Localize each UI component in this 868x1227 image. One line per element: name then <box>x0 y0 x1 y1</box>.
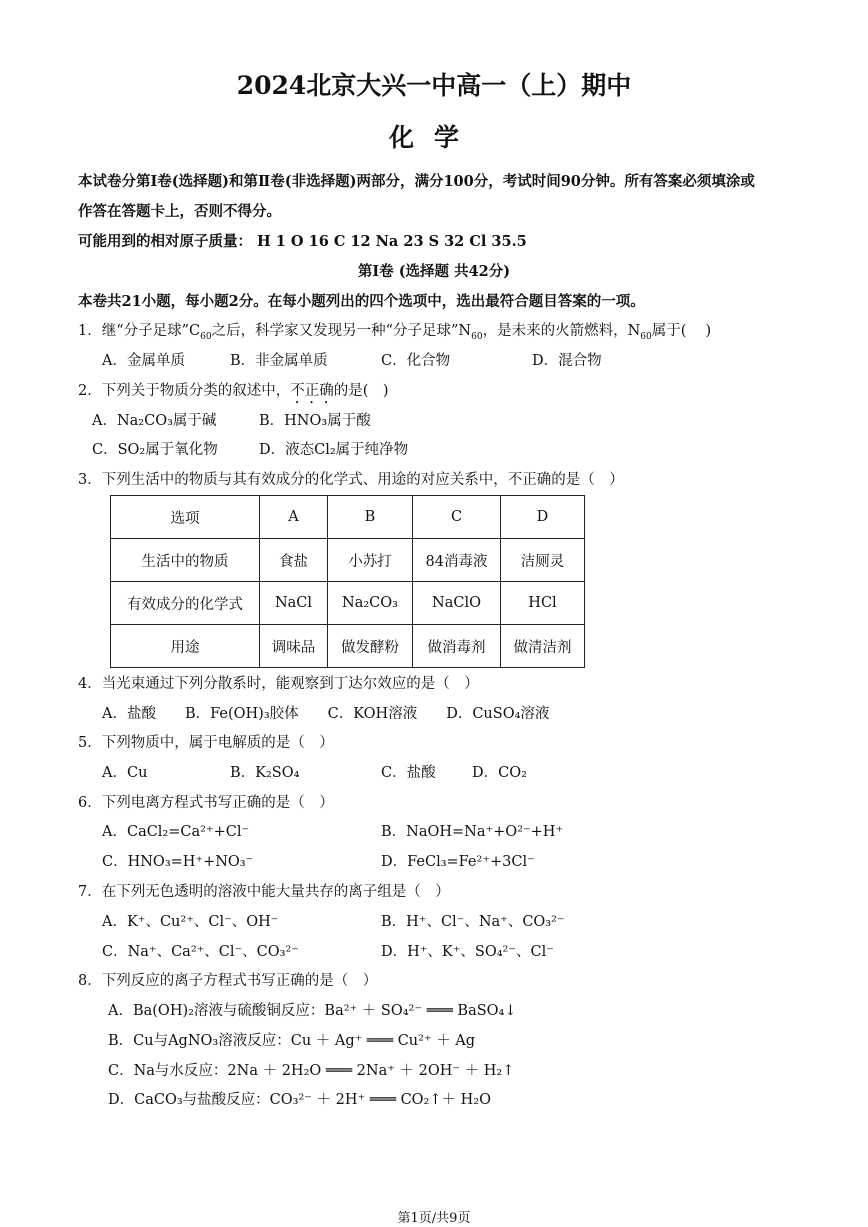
table-row <box>111 625 585 668</box>
q2-stem-part: 2．下列关于物质分类的叙述中， <box>78 383 291 399</box>
q8-stem: 8．下列反应的离子方程式书写正确的是（ ） <box>78 973 378 989</box>
table-cell: C <box>413 496 501 539</box>
table-cell: 有效成分的化学式 <box>111 582 260 625</box>
table-cell: 食盐 <box>260 539 328 582</box>
q1-option-a: A．金属单质 <box>102 353 185 369</box>
table-cell: NaCl <box>260 582 328 625</box>
table-cell: 用途 <box>111 625 260 668</box>
q2-option-b: B．HNO₃属于酸 <box>259 413 371 429</box>
q1-stem-part: 1．继“分子足球”C <box>78 323 201 339</box>
q7-option-a: A．K⁺、Cu²⁺、Cl⁻、OH⁻ <box>102 914 279 930</box>
q1-sub: 60 <box>471 331 483 342</box>
q1-stem-part: 属于( ) <box>651 323 712 339</box>
q3-stem: 3．下列生活中的物质与其有效成分的化学式、用途的对应关系中，不正确的是（ ） <box>78 472 624 488</box>
q1-sub: 60 <box>200 331 212 342</box>
section-instructions: 本卷共21小题，每小题2分。在每小题列出的四个选项中，选出最符合题目答案的一项。 <box>78 293 645 310</box>
q7-stem: 7．在下列无色透明的溶液中能大量共存的离子组是（ ） <box>78 884 450 900</box>
q1-stem <box>78 319 711 342</box>
q4-options: A．盐酸 B．Fe(OH)₃胶体 C．KOH溶液 D．CuSO₄溶液 <box>102 706 550 722</box>
q8-option-a: A．Ba(OH)₂溶液与硫酸铜反应：Ba²⁺ ＋ SO₄²⁻ ═══ BaSO₄↓ <box>108 1003 517 1019</box>
q6-stem: 6．下列电离方程式书写正确的是（ ） <box>78 795 334 811</box>
table-cell: D <box>501 496 585 539</box>
q3-table <box>110 495 585 668</box>
q7-option-c: C．Na⁺、Ca²⁺、Cl⁻、CO₃²⁻ <box>102 944 299 960</box>
q5-stem: 5．下列物质中，属于电解质的是（ ） <box>78 735 334 751</box>
table-cell: 小苏打 <box>328 539 413 582</box>
q5-option-d: D．CO₂ <box>472 765 527 781</box>
q5-option-b: B．K₂SO₄ <box>230 765 300 781</box>
table-row <box>111 496 585 539</box>
table-cell: 生活中的物质 <box>111 539 260 582</box>
table-cell: 做发酵粉 <box>328 625 413 668</box>
table-cell: NaClO <box>413 582 501 625</box>
q5-option-c: C．盐酸 <box>381 765 436 781</box>
table-cell: 洁厕灵 <box>501 539 585 582</box>
q4-stem: 4．当光束通过下列分散系时，能观察到丁达尔效应的是（ ） <box>78 676 479 692</box>
table-cell: 84消毒液 <box>413 539 501 582</box>
table-cell: HCl <box>501 582 585 625</box>
table-cell: A <box>260 496 328 539</box>
q1-option-c: C．化合物 <box>381 353 451 369</box>
q2-stem <box>78 379 389 407</box>
q8-option-b: B．Cu与AgNO₃溶液反应：Cu ＋ Ag⁺ ═══ Cu²⁺ ＋ Ag <box>108 1033 476 1049</box>
q7-option-d: D．H⁺、K⁺、SO₄²⁻、Cl⁻ <box>381 944 554 960</box>
q5-option-a: A．Cu <box>102 765 148 781</box>
table-cell: 选项 <box>111 496 260 539</box>
q2-stem-part: 的是( ) <box>333 383 389 399</box>
atomic-masses: 可能用到的相对原子质量： H 1 O 16 C 12 Na 23 S 32 Cl 35.5 <box>78 233 527 250</box>
q1-stem-part: ，是未来的火箭燃料，N <box>482 323 641 339</box>
q7-option-b: B．H⁺、Cl⁻、Na⁺、CO₃²⁻ <box>381 914 565 930</box>
exam-title: 2024北京大兴一中高一（上）期中 <box>236 71 632 100</box>
table-cell: 做清洁剂 <box>501 625 585 668</box>
table-cell: Na₂CO₃ <box>328 582 413 625</box>
q2-emphasis: 不正确 <box>290 383 334 399</box>
q6-option-d: D．FeCl₃=Fe²⁺+3Cl⁻ <box>381 854 535 870</box>
page-number: 第1页/共9页 <box>397 1211 471 1226</box>
section-heading: 第Ⅰ卷 (选择题 共42分) <box>357 263 511 280</box>
q6-option-c: C．HNO₃=H⁺+NO₃⁻ <box>102 854 254 870</box>
q8-option-c: C．Na与水反应：2Na ＋ 2H₂O ═══ 2Na⁺ ＋ 2OH⁻ ＋ H₂↑ <box>108 1063 515 1079</box>
table-row <box>111 582 585 625</box>
table-cell: 做消毒剂 <box>413 625 501 668</box>
q2-option-a: A．Na₂CO₃属于碱 <box>92 413 217 429</box>
q8-option-d: D．CaCO₃与盐酸反应：CO₃²⁻ ＋ 2H⁺ ═══ CO₂↑＋ H₂O <box>108 1092 491 1108</box>
intro-line-1: 本试卷分第Ⅰ卷(选择题)和第Ⅱ卷(非选择题)两部分，满分100分，考试时间90分钟。所有答案必须填涂或 <box>78 173 755 190</box>
q1-sub: 60 <box>640 331 652 342</box>
q6-option-a: A．CaCl₂=Ca²⁺+Cl⁻ <box>102 824 250 840</box>
subject-title: 化学 <box>388 123 479 152</box>
q6-option-b: B．NaOH=Na⁺+O²⁻+H⁺ <box>381 824 564 840</box>
table-row <box>111 539 585 582</box>
table-cell: B <box>328 496 413 539</box>
q2-option-c: C．SO₂属于氧化物 <box>92 442 218 458</box>
q1-option-d: D．混合物 <box>532 353 602 369</box>
table-cell: 调味品 <box>260 625 328 668</box>
q2-option-d: D．液态Cl₂属于纯净物 <box>259 442 409 458</box>
intro-line-2: 作答在答题卡上，否则不得分。 <box>78 203 281 220</box>
q1-stem-part: 之后，科学家又发现另一种“分子足球”N <box>211 323 472 339</box>
q1-option-b: B．非金属单质 <box>230 353 328 369</box>
